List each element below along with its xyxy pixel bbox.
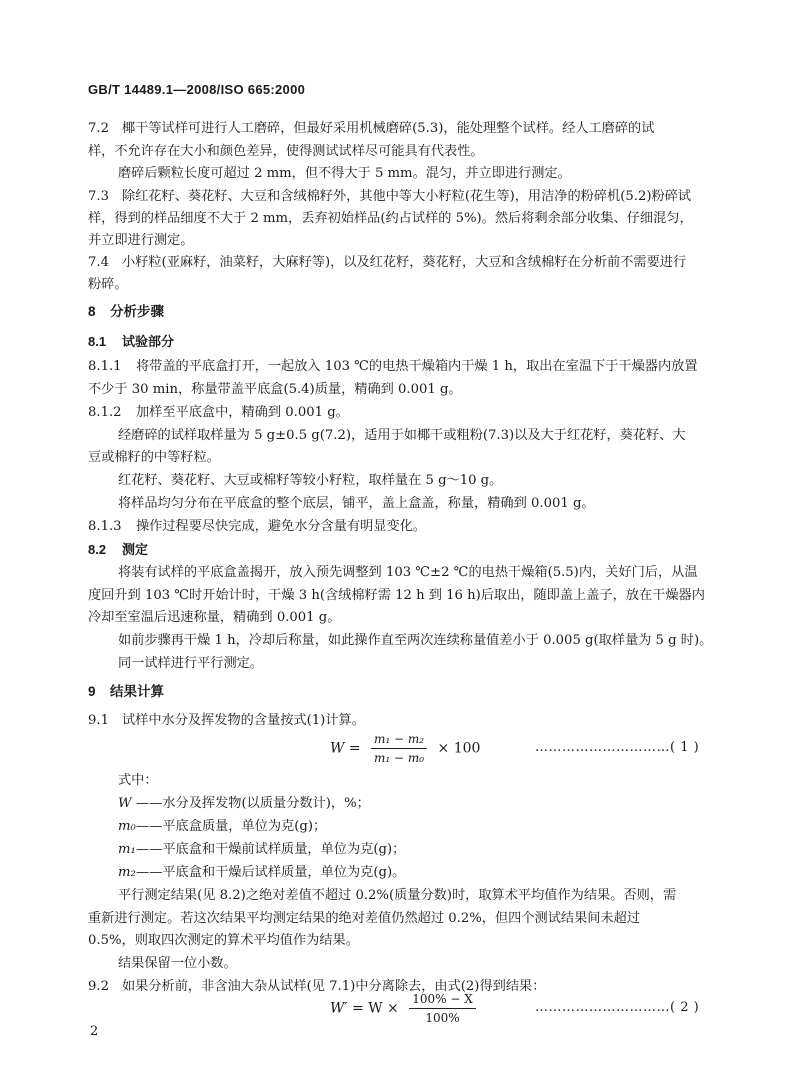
para-8-1-2-line1: 8.1.2 加样至平底盒中，精确到 0.001 g。 bbox=[88, 401, 728, 424]
fraction: $\frac{100\% - X}{100\%}$ bbox=[409, 992, 476, 1025]
para-8-2-line2: 度回升到 103 ℃时开始计时，干燥 3 h(含绒棉籽需 12 h 到 16 h)后取出，随即盖上盖子，放在干燥器内 bbox=[88, 588, 705, 603]
definition-W: W ——水分及挥发物(以质量分数计)，%； bbox=[118, 796, 370, 811]
section-9-heading: 9 结果计算 bbox=[88, 684, 164, 699]
where-intro: 式中： bbox=[118, 773, 158, 788]
formula-2-ref: …………………………( 2 ) bbox=[535, 1000, 700, 1015]
para-9-1-result-line3: 0.5%，则取四次测定的算术平均值作为结果。 bbox=[88, 933, 359, 948]
para-9-1-result-line4: 结果保留一位小数。 bbox=[118, 956, 237, 971]
para-7-2-line2: 样，不允许存在大小和颜色差异，使得测试试样尽可能具有代表性。 bbox=[88, 144, 484, 159]
clause-number: 9.1 bbox=[88, 713, 109, 728]
definition-m1: m₁——平底盒和干燥前试样质量，单位为克(g)； bbox=[118, 842, 406, 857]
para-8-1-2-line3: 豆或棉籽的中等籽粒。 bbox=[88, 450, 220, 465]
clause-number: 7.4 bbox=[88, 255, 109, 270]
section-8-heading: 8 分析步骤 bbox=[88, 304, 164, 319]
para-7-2-line1: 7.2 椰干等试样可进行人工磨碎，但最好采用机械磨碎(5.3)，能处理整个试样。经人工磨碎的试 bbox=[88, 117, 728, 140]
para-8-1-1-line1: 8.1.1 将带盖的平底盒打开，一起放入 103 ℃的电热干燥箱内干燥 1 h，取出在室温下于干燥器内放置 bbox=[88, 355, 728, 378]
section-8-2-heading: 8.2 测定 bbox=[88, 542, 149, 557]
clause-number: 9.2 bbox=[88, 979, 109, 994]
standard-header: GB/T 14489.1—2008/ISO 665:2000 bbox=[88, 82, 306, 97]
para-8-1-1-line2: 不少于 30 min，称量带盖平底盒(5.4)质量，精确到 0.001 g。 bbox=[88, 382, 462, 397]
formula-1-ref: …………………………( 1 ) bbox=[535, 740, 700, 755]
para-7-3-line2: 样，得到的样品细度不大于 2 mm，丢弃初始样品(约占试样的 5%)。然后将剩余部分收集、仔细混匀， bbox=[88, 211, 693, 226]
para-8-1-2-line2: 经磨碎的试样取样量为 5 g±0.5 g(7.2)，适用于如椰干或粗粉(7.3)以及大于红花籽，葵花籽、大 bbox=[118, 428, 686, 443]
clause-number: 8.1.1 bbox=[88, 359, 122, 374]
para-7-2-line3: 磨碎后颗粒长度可超过 2 mm，但不得大于 5 mm。混匀，并立即进行测定。 bbox=[118, 166, 571, 181]
clause-number: 8.1.3 bbox=[88, 519, 122, 534]
para-9-1-line1: 9.1 试样中水分及挥发物的含量按式(1)计算。 bbox=[88, 709, 728, 732]
para-8-2-line5: 同一试样进行平行测定。 bbox=[118, 656, 264, 671]
para-7-4-line2: 粉碎。 bbox=[88, 277, 128, 292]
fraction: $\frac{\text{m₁ − m₂}}{\text{m₁ − m₀}}$ bbox=[371, 732, 427, 765]
para-8-2-line3: 冷却至室温后迅速称量，精确到 0.001 g。 bbox=[88, 610, 341, 625]
definition-m0: m₀——平底盒质量，单位为克(g)； bbox=[118, 819, 327, 834]
para-7-3-line1: 7.3 除红花籽、葵花籽、大豆和含绒棉籽外，其他中等大小籽粒(花生等)，用洁净的粉碎机(5.2)粉碎试 bbox=[88, 185, 728, 208]
para-9-1-result-line1: 平行测定结果(见 8.2)之绝对差值不超过 0.2%(质量分数)时，取算术平均值作为结果。否则，需 bbox=[118, 888, 677, 903]
clause-number: 7.2 bbox=[88, 121, 109, 136]
page-number: 2 bbox=[90, 1024, 99, 1039]
para-8-2-line4: 如前步骤再干燥 1 h，冷却后称量，如此操作直至两次连续称量值差小于 0.005 g(取样量为 5 g 时)。 bbox=[118, 633, 713, 648]
para-9-1-result-line2: 重新进行测定。若这次结果平均测定结果的绝对差值仍然超过 0.2%，但四个测试结果间未超过 bbox=[88, 911, 641, 926]
para-8-2-line1: 将装有试样的平底盒盖揭开，放入预先调整到 103 ℃±2 ℃的电热干燥箱(5.5)内，关好门后，从温 bbox=[118, 565, 698, 580]
para-8-1-3-line1: 8.1.3 操作过程要尽快完成，避免水分含量有明显变化。 bbox=[88, 515, 728, 538]
section-8-1-heading: 8.1 试验部分 bbox=[88, 334, 175, 349]
formula-1: W = $\frac{\text{m₁ − m₂}}{\text{m₁ − m₀}}$ × 100 bbox=[330, 732, 481, 765]
para-7-4-line1: 7.4 小籽粒(亚麻籽，油菜籽，大麻籽等)，以及红花籽，葵花籽，大豆和含绒棉籽在分析前不需要进行 bbox=[88, 251, 728, 274]
clause-number: 7.3 bbox=[88, 189, 109, 204]
para-8-1-2-line4: 红花籽、葵花籽、大豆或棉籽等较小籽粒，取样量在 5 g～10 g。 bbox=[118, 473, 503, 488]
para-8-1-2-line5: 将样品均匀分布在平底盒的整个底层，铺平，盖上盒盖，称量，精确到 0.001 g。 bbox=[118, 496, 595, 511]
para-9-2-line1: 9.2 如果分析前，非含油大杂从试样(见 7.1)中分离除去，由式(2)得到结果： bbox=[88, 975, 728, 998]
para-7-3-line3: 并立即进行测定。 bbox=[88, 233, 194, 248]
clause-number: 8.1.2 bbox=[88, 405, 122, 420]
definition-m2: m₂——平底盒和干燥后试样质量，单位为克(g)。 bbox=[118, 865, 406, 880]
formula-2: W′ = W × $\frac{100\% - X}{100\%}$ bbox=[330, 992, 482, 1025]
